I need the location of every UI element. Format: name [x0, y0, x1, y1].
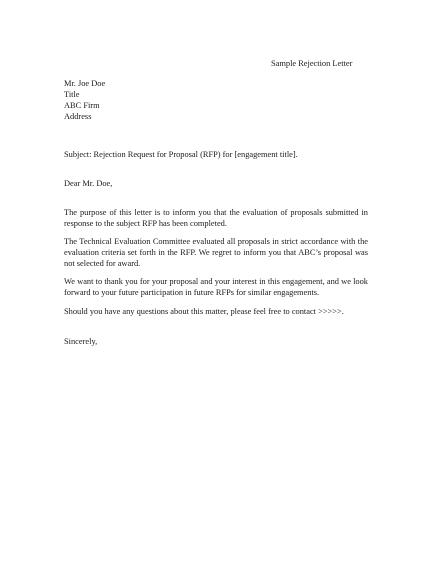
body-paragraph-thanks: We want to thank you for your proposal and your interest in this engagement, and we look forward to your future participation in future RFPs for similar engagements.: [64, 277, 368, 297]
recipient-block: [64, 78, 105, 122]
body-paragraph-purpose: The purpose of this letter is to inform you that the evaluation of proposals submitted in response to the subject RFP has been completed.: [64, 208, 368, 228]
recipient-title: Title: [64, 90, 80, 99]
body-paragraph-evaluation: The Technical Evaluation Committee evaluated all proposals in strict accordance with the evaluation criteria set forth in the RFP. We regret to inform you that ABC’s proposal was not selected for award.: [64, 237, 368, 268]
body-paragraph-contact: Should you have any questions about this matter, please feel free to contact >>>>>.: [64, 307, 344, 316]
recipient-firm: ABC Firm: [64, 101, 100, 110]
salutation: Dear Mr. Doe,: [64, 179, 113, 188]
closing-line: Sincerely,: [64, 337, 98, 346]
letter-heading: Sample Rejection Letter: [271, 59, 353, 68]
subject-line: Subject: Rejection Request for Proposal (RFP) for [engagement title].: [64, 150, 298, 159]
recipient-address: Address: [64, 112, 92, 121]
recipient-name: Mr. Joe Doe: [64, 79, 106, 88]
